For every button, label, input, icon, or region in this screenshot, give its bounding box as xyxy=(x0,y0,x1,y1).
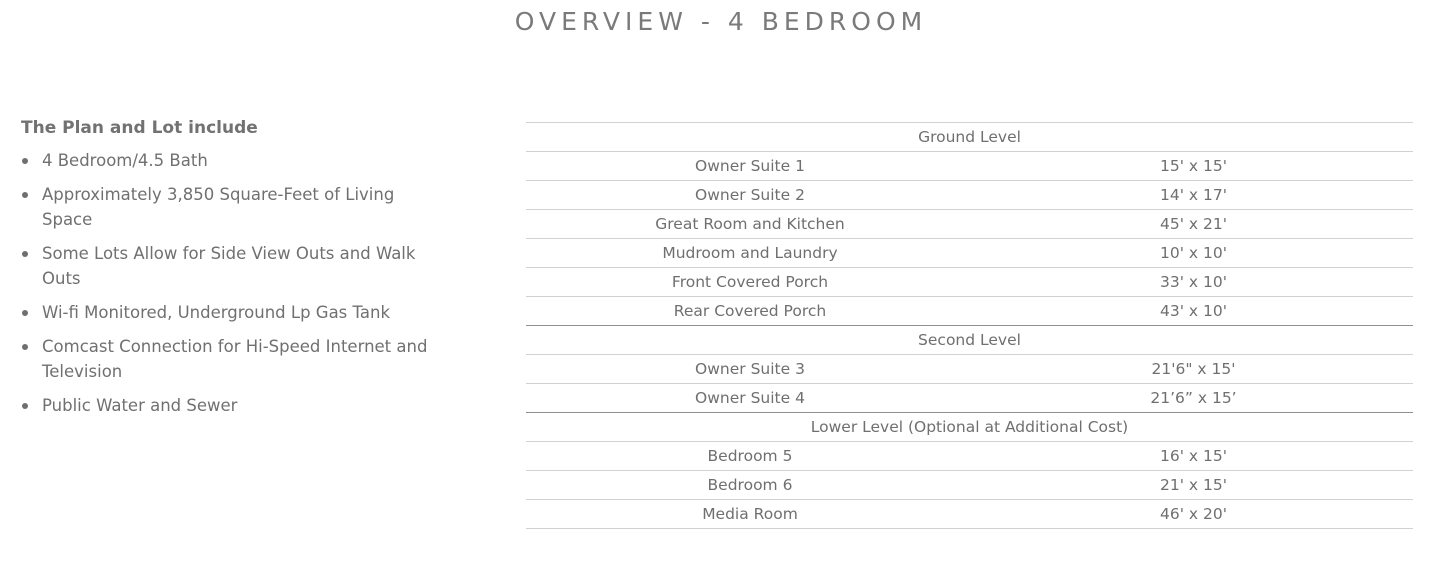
table-row xyxy=(526,355,1413,384)
room-name: Mudroom and Laundry xyxy=(526,239,974,268)
section-header-lower-level xyxy=(526,413,1413,442)
features-panel xyxy=(21,116,441,427)
feature-text: Comcast Connection for Hi-Speed Internet and Television xyxy=(42,337,428,381)
table-row xyxy=(526,210,1413,239)
room-size: 21’6” x 15’ xyxy=(974,384,1413,413)
feature-text: Public Water and Sewer xyxy=(42,396,238,415)
feature-item xyxy=(21,334,441,384)
bullet-icon xyxy=(22,310,28,316)
room-name: Front Covered Porch xyxy=(526,268,974,297)
room-size: 14' x 17' xyxy=(974,181,1413,210)
table-row xyxy=(526,384,1413,413)
bullet-icon xyxy=(22,344,28,350)
room-size: 10' x 10' xyxy=(974,239,1413,268)
room-name: Great Room and Kitchen xyxy=(526,210,974,239)
table-row xyxy=(526,471,1413,500)
feature-item xyxy=(21,148,441,173)
room-size: 46' x 20' xyxy=(974,500,1413,529)
room-name: Rear Covered Porch xyxy=(526,297,974,326)
table-row xyxy=(526,181,1413,210)
feature-item xyxy=(21,300,441,325)
room-name: Bedroom 5 xyxy=(526,442,974,471)
bullet-icon xyxy=(22,403,28,409)
features-heading: The Plan and Lot include xyxy=(21,118,258,138)
room-size: 43' x 10' xyxy=(974,297,1413,326)
table-row xyxy=(526,239,1413,268)
section-title: Second Level xyxy=(526,326,1413,355)
table-row xyxy=(526,500,1413,529)
room-size: 15' x 15' xyxy=(974,152,1413,181)
feature-text: Some Lots Allow for Side View Outs and Walk Outs xyxy=(42,244,416,288)
page-title: OVERVIEW - 4 BEDROOM xyxy=(514,7,928,36)
feature-text: 4 Bedroom/4.5 Bath xyxy=(42,151,208,170)
table-row xyxy=(526,268,1413,297)
room-size: 21'6" x 15' xyxy=(974,355,1413,384)
room-name: Owner Suite 2 xyxy=(526,181,974,210)
room-name: Owner Suite 1 xyxy=(526,152,974,181)
bullet-icon xyxy=(22,192,28,198)
room-size: 16' x 15' xyxy=(974,442,1413,471)
room-name: Owner Suite 3 xyxy=(526,355,974,384)
room-size: 45' x 21' xyxy=(974,210,1413,239)
feature-item xyxy=(21,182,441,232)
table-row xyxy=(526,152,1413,181)
section-header-second-level xyxy=(526,326,1413,355)
room-name: Media Room xyxy=(526,500,974,529)
section-header-ground-level xyxy=(526,123,1413,152)
feature-text: Approximately 3,850 Square-Feet of Living Space xyxy=(42,185,395,229)
feature-item xyxy=(21,241,441,291)
feature-text: Wi-fi Monitored, Underground Lp Gas Tank xyxy=(42,303,390,322)
features-list xyxy=(21,148,441,418)
section-title: Lower Level (Optional at Additional Cost) xyxy=(526,413,1413,442)
room-size: 21' x 15' xyxy=(974,471,1413,500)
table-row xyxy=(526,442,1413,471)
room-name: Bedroom 6 xyxy=(526,471,974,500)
bullet-icon xyxy=(22,158,28,164)
table-row xyxy=(526,297,1413,326)
section-title: Ground Level xyxy=(526,123,1413,152)
feature-item xyxy=(21,393,441,418)
bullet-icon xyxy=(22,251,28,257)
room-size: 33' x 10' xyxy=(974,268,1413,297)
room-name: Owner Suite 4 xyxy=(526,384,974,413)
room-dimensions-table xyxy=(526,122,1413,529)
